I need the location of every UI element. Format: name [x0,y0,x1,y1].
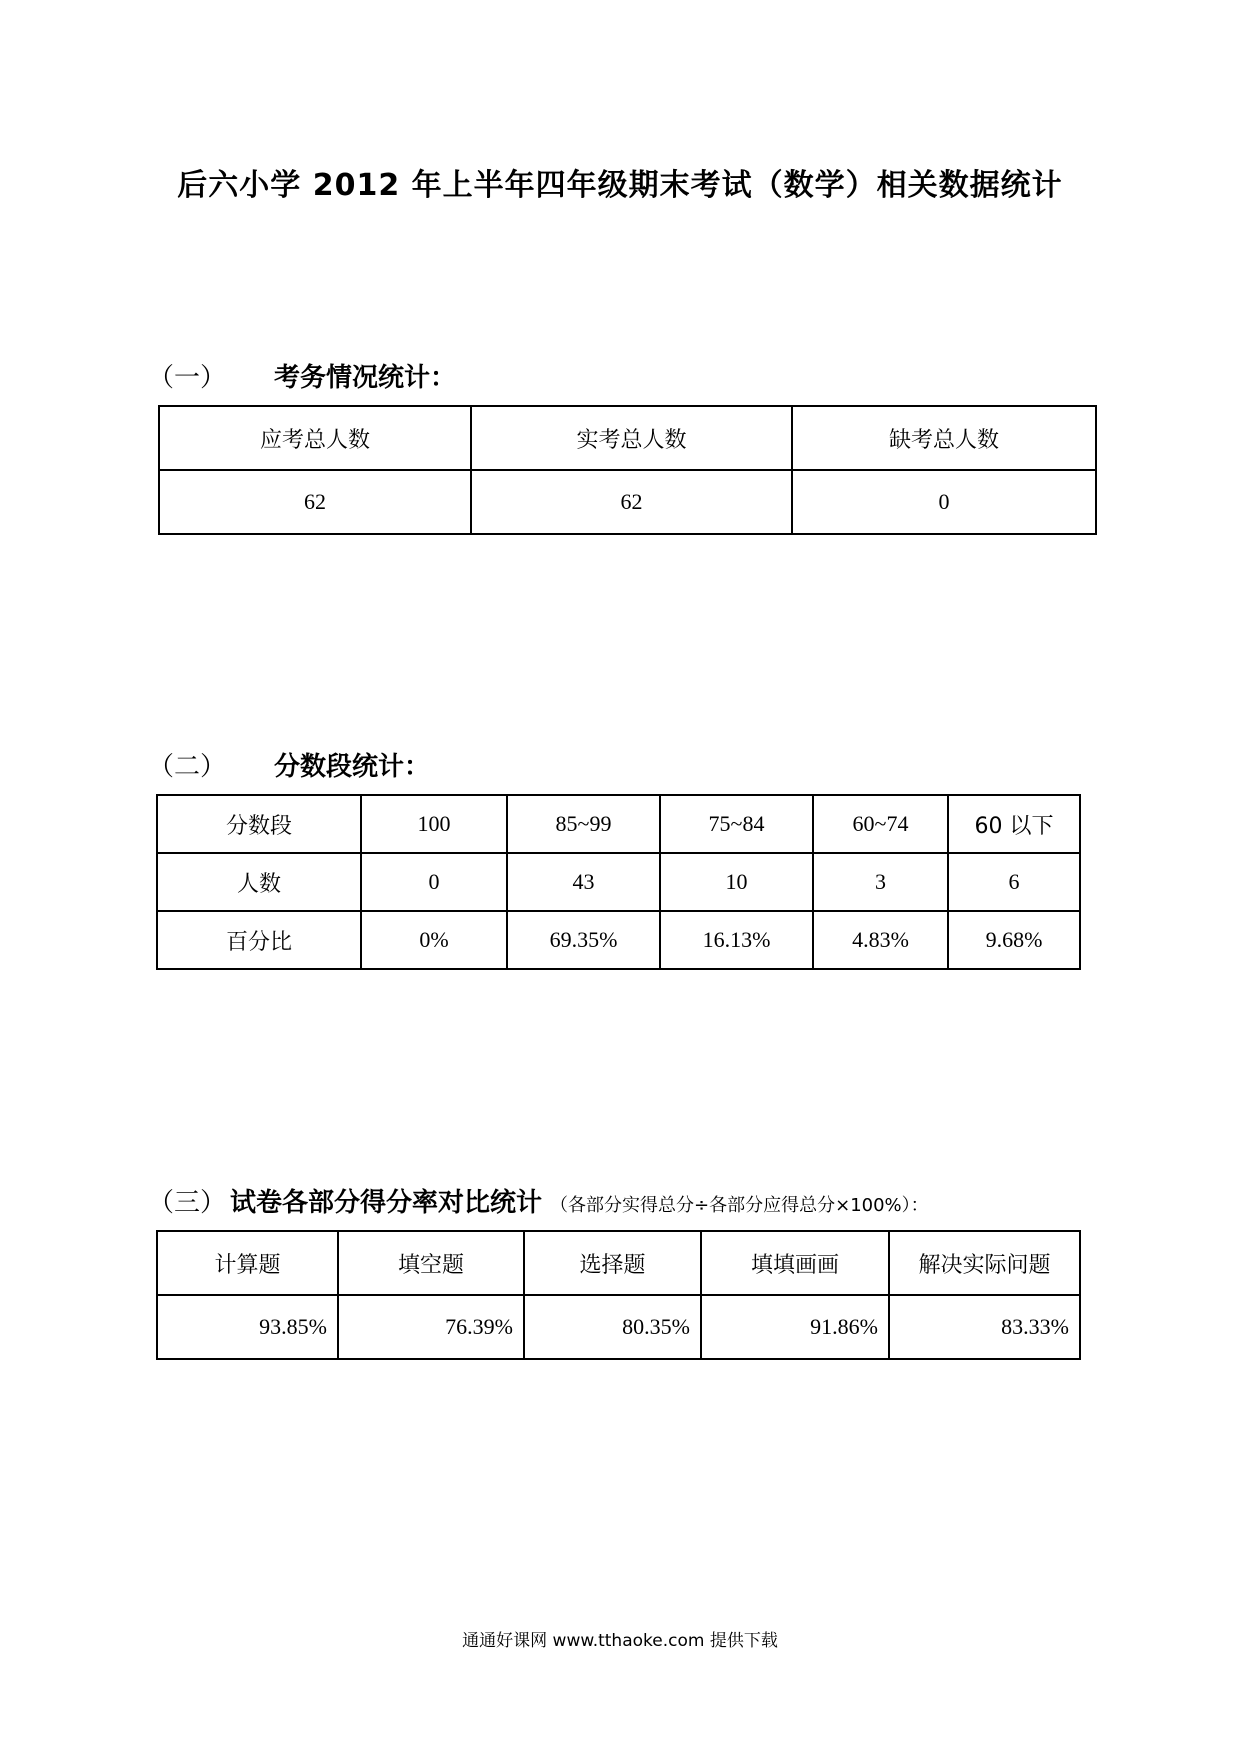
section1-heading [148,357,456,394]
header-cell: 解决实际问题 [889,1231,1080,1295]
table-cell: 9.68% [948,911,1080,969]
value-cell: 80.35% [524,1295,701,1359]
table-row [159,406,1096,470]
table-cell: 16.13% [660,911,813,969]
header-cell: 填空题 [338,1231,524,1295]
score-range-table [156,794,1081,970]
table-row [159,470,1096,534]
header-cell: 填填画画 [701,1231,889,1295]
section3-heading [148,1182,929,1219]
table-cell: 75~84 [660,795,813,853]
header-cell: 计算题 [157,1231,338,1295]
value-cell: 91.86% [701,1295,889,1359]
section2-heading [148,746,430,783]
header-cell: 实考总人数 [471,406,792,470]
section1-title: 考务情况统计： [274,363,457,393]
exam-attendance-table [158,405,1097,535]
header-cell: 应考总人数 [159,406,471,470]
value-cell: 76.39% [338,1295,524,1359]
section3-note: （各部分实得总分÷各部分应得总分×100%）： [550,1195,929,1216]
row-label-cell: 人数 [157,853,361,911]
section3-number: （三） [148,1188,227,1218]
header-cell: 缺考总人数 [792,406,1096,470]
value-cell: 62 [159,470,471,534]
table-cell: 0% [361,911,507,969]
section2-title: 分数段统计： [274,752,431,782]
row-label-cell: 分数段 [157,795,361,853]
table-cell: 60 以下 [948,795,1080,853]
value-cell: 83.33% [889,1295,1080,1359]
value-cell: 0 [792,470,1096,534]
value-cell: 93.85% [157,1295,338,1359]
table-cell: 10 [660,853,813,911]
table-cell: 60~74 [813,795,948,853]
section3-title: 试卷各部分得分率对比统计 [230,1188,543,1218]
table-cell: 0 [361,853,507,911]
table-cell: 100 [361,795,507,853]
table-cell: 43 [507,853,660,911]
section2-number: （二） [148,752,227,782]
table-row [157,853,1080,911]
section1-number: （一） [148,363,227,393]
table-cell: 4.83% [813,911,948,969]
value-cell: 62 [471,470,792,534]
table-cell: 6 [948,853,1080,911]
row-label-cell: 百分比 [157,911,361,969]
table-cell: 85~99 [507,795,660,853]
header-cell: 选择题 [524,1231,701,1295]
section-score-rate-table [156,1230,1081,1360]
footer-text: 通通好课网 www.tthaoke.com 提供下载 [462,1631,778,1651]
table-cell: 3 [813,853,948,911]
table-row [157,1231,1080,1295]
page-title: 后六小学 2012 年上半年四年级期末考试（数学）相关数据统计 [177,168,1063,203]
table-row [157,911,1080,969]
table-row [157,1295,1080,1359]
table-cell: 69.35% [507,911,660,969]
table-row [157,795,1080,853]
